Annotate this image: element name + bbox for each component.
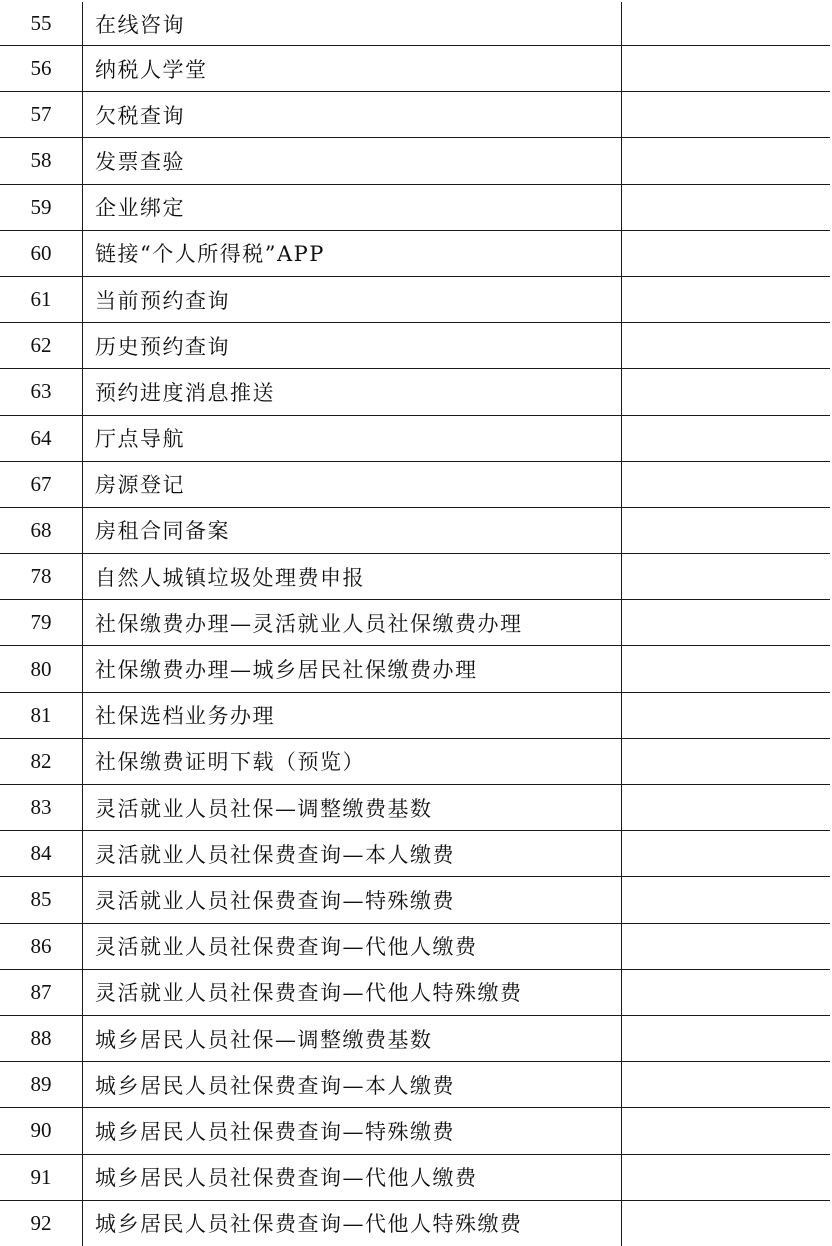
service-name: 在线咨询 bbox=[83, 2, 622, 46]
table-row bbox=[0, 1108, 830, 1154]
row-number: 79 bbox=[0, 600, 83, 646]
table-row bbox=[0, 692, 830, 738]
service-name: 城乡居民人员社保费查询—特殊缴费 bbox=[83, 1108, 622, 1154]
row-number: 60 bbox=[0, 230, 83, 276]
table-row bbox=[0, 323, 830, 369]
remark-cell bbox=[622, 46, 831, 92]
service-name: 城乡居民人员社保—调整缴费基数 bbox=[83, 1015, 622, 1061]
row-number: 82 bbox=[0, 738, 83, 784]
remark-cell bbox=[622, 184, 831, 230]
service-name: 社保缴费证明下载（预览） bbox=[83, 738, 622, 784]
service-name: 灵活就业人员社保费查询—代他人特殊缴费 bbox=[83, 969, 622, 1015]
service-name: 自然人城镇垃圾处理费申报 bbox=[83, 554, 622, 600]
remark-cell bbox=[622, 2, 831, 46]
table-row bbox=[0, 46, 830, 92]
remark-cell bbox=[622, 507, 831, 553]
service-name: 灵活就业人员社保费查询—特殊缴费 bbox=[83, 877, 622, 923]
service-name: 预约进度消息推送 bbox=[83, 369, 622, 415]
remark-cell bbox=[622, 831, 831, 877]
remark-cell bbox=[622, 969, 831, 1015]
remark-cell bbox=[622, 1015, 831, 1061]
row-number: 83 bbox=[0, 785, 83, 831]
table-row bbox=[0, 969, 830, 1015]
remark-cell bbox=[622, 923, 831, 969]
table-row bbox=[0, 738, 830, 784]
service-name: 社保选档业务办理 bbox=[83, 692, 622, 738]
table-row bbox=[0, 184, 830, 230]
remark-cell bbox=[622, 1200, 831, 1246]
remark-cell bbox=[622, 554, 831, 600]
service-name: 纳税人学堂 bbox=[83, 46, 622, 92]
table-row bbox=[0, 923, 830, 969]
service-name: 房源登记 bbox=[83, 461, 622, 507]
table-row bbox=[0, 461, 830, 507]
remark-cell bbox=[622, 1154, 831, 1200]
row-number: 87 bbox=[0, 969, 83, 1015]
table-row bbox=[0, 831, 830, 877]
table-row bbox=[0, 276, 830, 322]
service-name: 灵活就业人员社保—调整缴费基数 bbox=[83, 785, 622, 831]
table-row bbox=[0, 138, 830, 184]
row-number: 67 bbox=[0, 461, 83, 507]
table-row bbox=[0, 369, 830, 415]
row-number: 81 bbox=[0, 692, 83, 738]
row-number: 86 bbox=[0, 923, 83, 969]
remark-cell bbox=[622, 461, 831, 507]
row-number: 68 bbox=[0, 507, 83, 553]
remark-cell bbox=[622, 738, 831, 784]
table-row bbox=[0, 1015, 830, 1061]
row-number: 57 bbox=[0, 92, 83, 138]
service-name: 厅点导航 bbox=[83, 415, 622, 461]
service-name: 城乡居民人员社保费查询—代他人特殊缴费 bbox=[83, 1200, 622, 1246]
row-number: 88 bbox=[0, 1015, 83, 1061]
table-row bbox=[0, 230, 830, 276]
row-number: 61 bbox=[0, 276, 83, 322]
remark-cell bbox=[622, 92, 831, 138]
table-row bbox=[0, 877, 830, 923]
table-row bbox=[0, 415, 830, 461]
service-name: 发票查验 bbox=[83, 138, 622, 184]
row-number: 55 bbox=[0, 2, 83, 46]
table-row bbox=[0, 600, 830, 646]
row-number: 62 bbox=[0, 323, 83, 369]
row-number: 85 bbox=[0, 877, 83, 923]
remark-cell bbox=[622, 646, 831, 692]
service-name: 链接“个人所得税”APP bbox=[83, 230, 622, 276]
remark-cell bbox=[622, 276, 831, 322]
table-row bbox=[0, 507, 830, 553]
service-name: 历史预约查询 bbox=[83, 323, 622, 369]
remark-cell bbox=[622, 230, 831, 276]
table-row bbox=[0, 785, 830, 831]
service-name: 房租合同备案 bbox=[83, 507, 622, 553]
row-number: 90 bbox=[0, 1108, 83, 1154]
row-number: 56 bbox=[0, 46, 83, 92]
row-number: 80 bbox=[0, 646, 83, 692]
table-row bbox=[0, 2, 830, 46]
service-name: 欠税查询 bbox=[83, 92, 622, 138]
service-name: 社保缴费办理—城乡居民社保缴费办理 bbox=[83, 646, 622, 692]
table-row bbox=[0, 1062, 830, 1108]
remark-cell bbox=[622, 1108, 831, 1154]
remark-cell bbox=[622, 138, 831, 184]
remark-cell bbox=[622, 877, 831, 923]
service-name: 企业绑定 bbox=[83, 184, 622, 230]
table-row bbox=[0, 1154, 830, 1200]
table-body bbox=[0, 2, 830, 1246]
table-row bbox=[0, 646, 830, 692]
service-name: 灵活就业人员社保费查询—代他人缴费 bbox=[83, 923, 622, 969]
table-row bbox=[0, 1200, 830, 1246]
row-number: 89 bbox=[0, 1062, 83, 1108]
remark-cell bbox=[622, 415, 831, 461]
row-number: 58 bbox=[0, 138, 83, 184]
service-name: 城乡居民人员社保费查询—本人缴费 bbox=[83, 1062, 622, 1108]
remark-cell bbox=[622, 785, 831, 831]
table-row bbox=[0, 92, 830, 138]
row-number: 91 bbox=[0, 1154, 83, 1200]
table-row bbox=[0, 554, 830, 600]
row-number: 84 bbox=[0, 831, 83, 877]
row-number: 63 bbox=[0, 369, 83, 415]
row-number: 59 bbox=[0, 184, 83, 230]
service-name: 城乡居民人员社保费查询—代他人缴费 bbox=[83, 1154, 622, 1200]
service-name: 灵活就业人员社保费查询—本人缴费 bbox=[83, 831, 622, 877]
service-name: 社保缴费办理—灵活就业人员社保缴费办理 bbox=[83, 600, 622, 646]
service-name: 当前预约查询 bbox=[83, 276, 622, 322]
service-list-table bbox=[0, 2, 830, 1246]
row-number: 78 bbox=[0, 554, 83, 600]
remark-cell bbox=[622, 323, 831, 369]
remark-cell bbox=[622, 369, 831, 415]
row-number: 92 bbox=[0, 1200, 83, 1246]
remark-cell bbox=[622, 600, 831, 646]
remark-cell bbox=[622, 692, 831, 738]
remark-cell bbox=[622, 1062, 831, 1108]
row-number: 64 bbox=[0, 415, 83, 461]
